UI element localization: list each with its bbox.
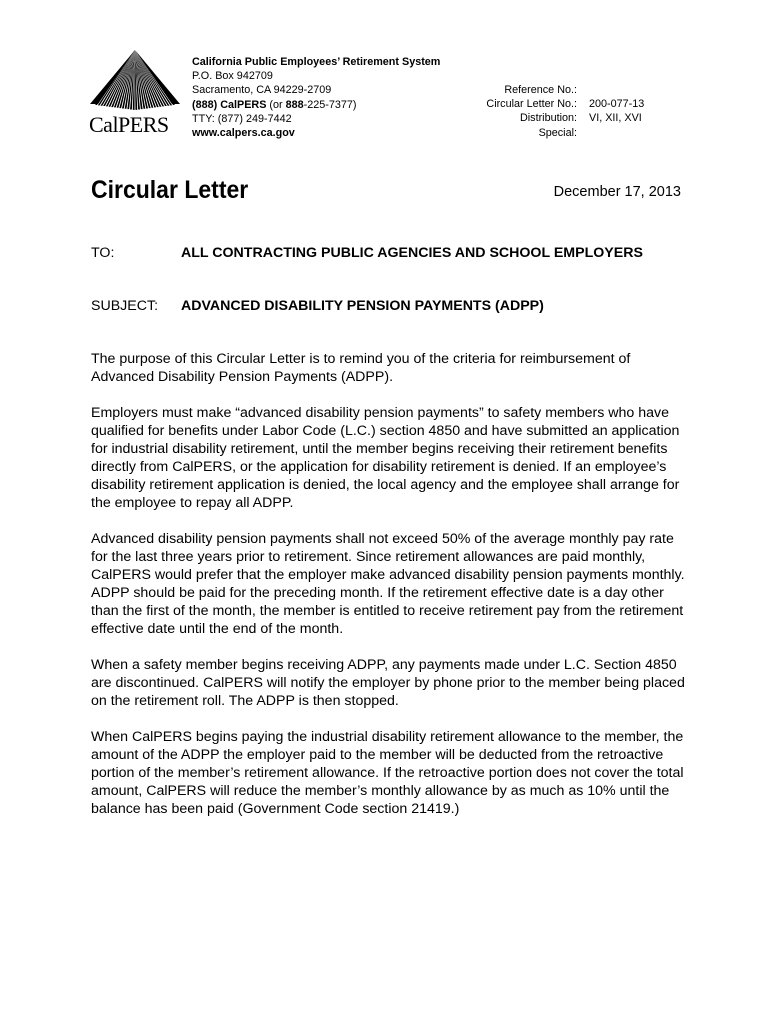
- reference-row: [440, 83, 644, 97]
- reference-label: Reference No.:: [504, 84, 577, 96]
- subject-line: [91, 298, 544, 314]
- reference-value: 200-077-13: [589, 98, 645, 111]
- body-paragraph: Employers must make “advanced disability pension payments” to safety members who have qualified for benefits under Labor Code (L.C.) section 4850 and have submitted an application for industrial disability retirement, until the member begins receiving their retirement benefits directly from CalPERS, or the application for disability retirement is denied. If an employee’s disability retirement application is denied, the local agency and the employee shall arrange for the employee to repay all ADPP.: [91, 405, 680, 511]
- reference-block: [440, 83, 644, 140]
- reference-value: [577, 83, 589, 97]
- to-line: [91, 245, 643, 261]
- body-paragraph: When CalPERS begins paying the industrial disability retirement allowance to the member, the amount of the ADPP the employer paid to the member will be deducted from the retroactive portion of the member’s retirement allowance. If the retroactive portion does not cover the total amount, CalPERS will reduce the member’s monthly allowance by as much as 10% until the balance has been paid (Government Code section 21419.): [91, 729, 684, 817]
- reference-value: [577, 126, 589, 140]
- org-name: California Public Employees’ Retirement System: [192, 56, 441, 68]
- city-line: Sacramento, CA 94229-2709: [192, 84, 332, 97]
- phone-line: (888) CalPERS (or 888-225-7377): [192, 98, 357, 111]
- body-paragraph: The purpose of this Circular Letter is to remind you of the criteria for reimbursement of Advanced Disability Pension Payments (ADPP).: [91, 351, 631, 385]
- letter-body: [91, 350, 691, 836]
- body-paragraph: When a safety member begins receiving ADPP, any payments made under L.C. Section 4850 are discontinued. CalPERS will notify the employer by phone prior to the member being placed on the retirement roll. The ADPP is then stopped.: [91, 657, 685, 709]
- to-value: ALL CONTRACTING PUBLIC AGENCIES AND SCHOOL EMPLOYERS: [181, 245, 643, 261]
- website-link[interactable]: www.calpers.ca.gov: [192, 127, 295, 140]
- tty-line: TTY: (877) 249-7442: [192, 112, 292, 125]
- subject-label: SUBJECT:: [91, 298, 159, 314]
- reference-label: Distribution:: [519, 112, 577, 125]
- subject-value: ADVANCED DISABILITY PENSION PAYMENTS (ADPP): [181, 298, 544, 314]
- reference-row: [440, 126, 644, 140]
- reference-row: [440, 97, 644, 111]
- page-title: Circular Letter: [91, 176, 249, 204]
- letter-date: December 17, 2013: [553, 184, 681, 200]
- body-paragraph: Advanced disability pension payments shall not exceed 50% of the average monthly pay rate for the last three years prior to retirement. Since retirement allowances are paid monthly, CalPERS would prefer that the employer make advanced disability pension payments monthly. ADPP should be paid for the preceding month. If the retirement effective date is a day other than the first of the month, the member is entitled to receive retirement pay from the retirement effective date until the end of the month.: [91, 531, 685, 637]
- address-block: [192, 55, 440, 140]
- to-label: TO:: [91, 245, 115, 261]
- reference-row: [440, 111, 644, 125]
- reference-label: Special:: [538, 126, 577, 139]
- logo-wordmark: CalPERS: [89, 112, 169, 137]
- reference-label: Circular Letter No.:: [486, 98, 577, 111]
- po-box: P.O. Box 942709: [192, 70, 273, 83]
- reference-value: VI, XII, XVI: [589, 112, 642, 125]
